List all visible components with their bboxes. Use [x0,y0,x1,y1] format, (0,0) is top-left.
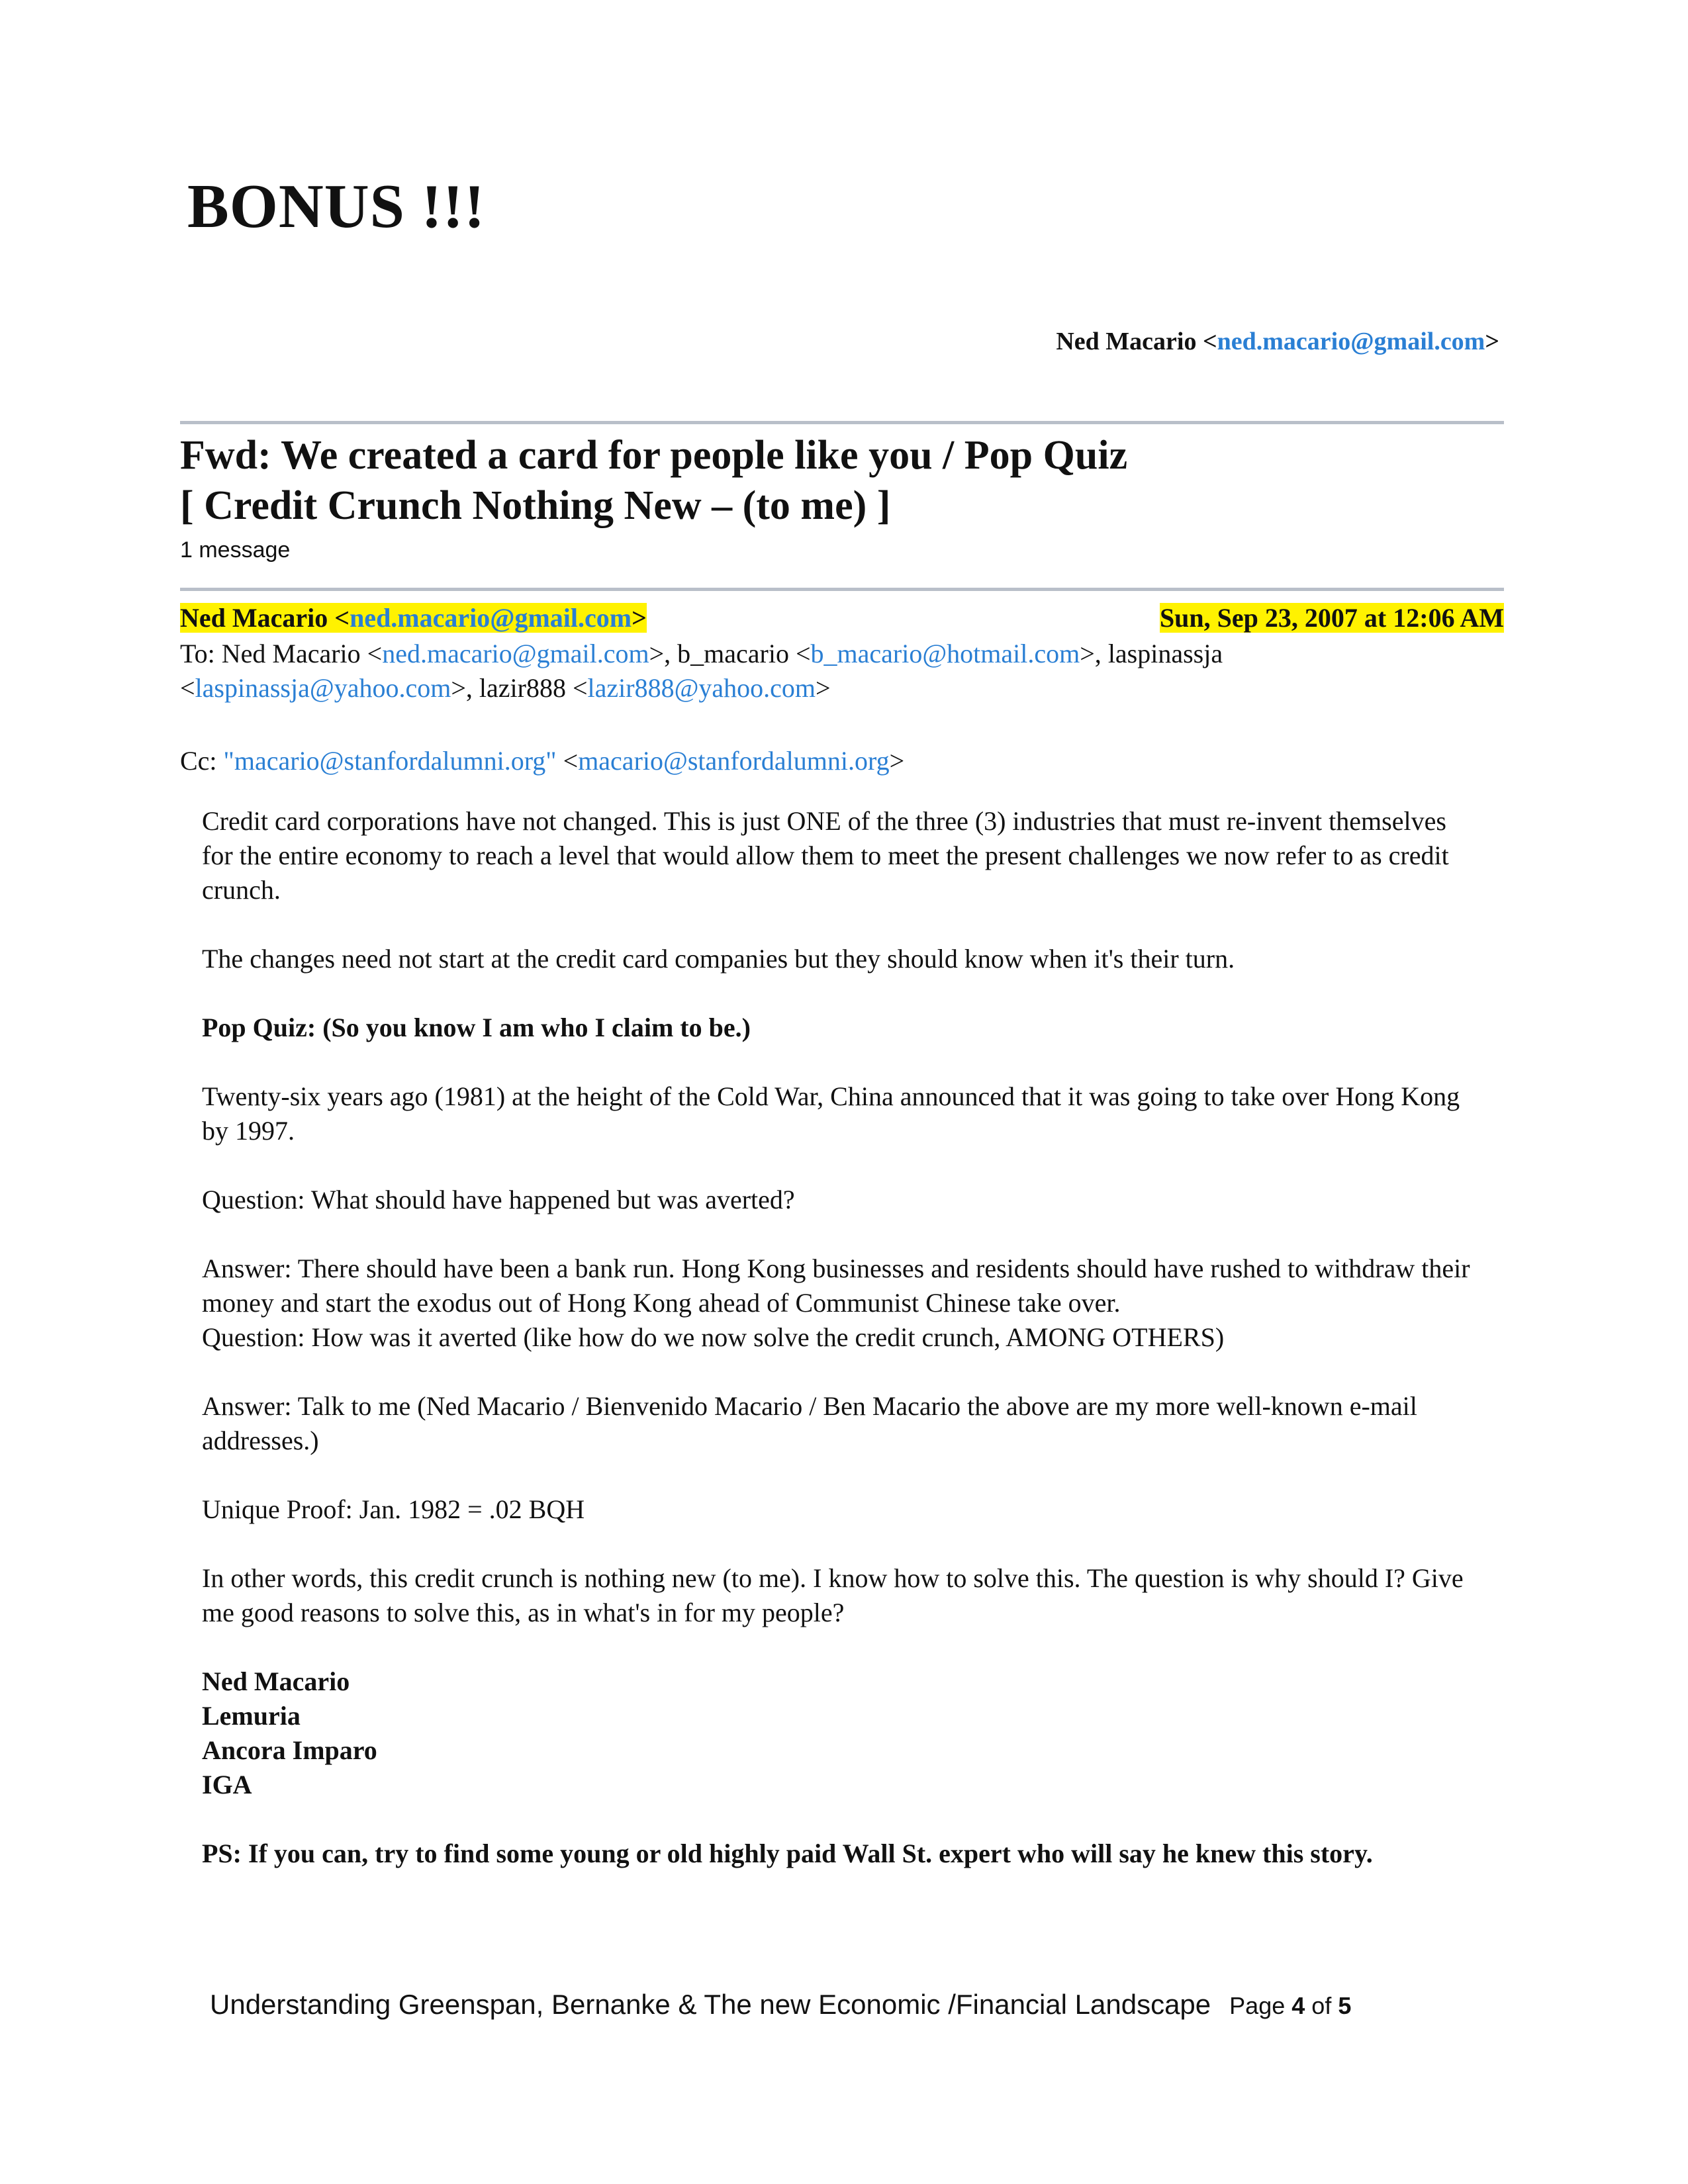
body-paragraph: The changes need not start at the credit card companies but they should know when it's their turn. [202,944,1235,974]
recipient-name: lazir888 [479,673,566,703]
postscript: PS: If you can, try to find some young or old highly paid Wall St. expert who will say he knew this story. [202,1839,1373,1868]
page-current: 4 [1291,1992,1305,2019]
to-line: To: Ned Macario <ned.macario@gmail.com>, b_macario <b_macario@hotmail.com>, laspinassja <laspinassja@yahoo.com>, lazir888 <lazir888@yahoo.com> [180,639,1223,703]
recipient-email-link[interactable]: ned.macario@gmail.com [382,639,649,668]
top-sender: Ned Macario <ned.macario@gmail.com> [1056,328,1499,355]
body-paragraph: Twenty-six years ago (1981) at the height of the Cold War, China announced that it was going to take over Hong Kong by 1997. [202,1081,1460,1146]
recipient-name: laspinassja [1107,639,1223,668]
body-paragraph: Credit card corporations have not changed. This is just ONE of the three (3) industries that must re-invent themselves for the entire economy to reach a level that would allow them to meet the present challenges we now refer to as credit crunch. [202,806,1449,905]
body-paragraph: Question: How was it averted (like how do we now solve the credit crunch, AMONG OTHERS) [202,1322,1225,1352]
cc-label: Cc: [180,746,217,776]
recipient-email-link[interactable]: laspinassja@yahoo.com [195,673,451,703]
email-body [202,804,1479,1905]
signature-line: Ancora Imparo [202,1735,377,1765]
recipient-name: Ned Macario [221,639,361,668]
body-paragraph: Unique Proof: Jan. 1982 = .02 BQH [202,1494,585,1524]
page-label: Page [1229,1992,1286,2019]
cc-email-link[interactable]: macario@stanfordalumni.org [578,746,890,776]
signature [202,1664,1479,1802]
signature-line: Lemuria [202,1701,301,1731]
page-number [1229,1992,1351,2019]
email-date [1160,602,1504,633]
footer-text: Understanding Greenspan, Bernanke & The new Economic /Financial Landscape [210,1989,1211,2020]
cc-line: Cc: "macario@stanfordalumni.org" <macario@stanfordalumni.org> [180,746,905,776]
from-email-link[interactable]: ned.macario@gmail.com [350,603,632,633]
recipient-name: b_macario [677,639,789,668]
message-count: 1 message [180,537,291,563]
page-footer [210,1989,1351,2021]
signature-line: IGA [202,1770,252,1799]
body-paragraph: Answer: Talk to me (Ned Macario / Bienvenido Macario / Ben Macario the above are my more well-known e-mail addresses.) [202,1391,1417,1455]
from-line: Ned Macario <ned.macario@gmail.com> [180,603,647,633]
body-paragraph: Answer: There should have been a bank run. Hong Kong businesses and residents should have rushed to withdraw their money and start the exodus out of Hong Kong ahead of Communist Chinese take over. [202,1253,1470,1318]
date-text: Sun, Sep 23, 2007 at 12:06 AM [1159,603,1504,633]
divider [180,421,1504,424]
signature-line: Ned Macario [202,1666,350,1696]
subject-line-2: [ Credit Crunch Nothing New – (to me) ] [180,483,891,528]
recipient-email-link[interactable]: lazir888@yahoo.com [587,673,816,703]
top-sender-name: Ned Macario [1056,328,1197,355]
page-of: of [1311,1992,1332,2019]
email-subject [180,430,1504,531]
pop-quiz-heading: Pop Quiz: (So you know I am who I claim to be.) [202,1013,751,1042]
page-total: 5 [1338,1992,1352,2019]
body-paragraph: In other words, this credit crunch is nothing new (to me). I know how to solve this. The question is why should I? Give me good reasons to solve this, as in what's in for my people? [202,1563,1464,1627]
recipient-email-link[interactable]: b_macario@hotmail.com [810,639,1080,668]
divider [180,588,1504,591]
top-sender-email-link[interactable]: ned.macario@gmail.com [1217,328,1485,355]
from-name: Ned Macario [180,603,328,633]
page-heading: BONUS !!! [187,172,486,241]
cc-quoted-link[interactable]: "macario@stanfordalumni.org" [223,746,557,776]
body-paragraph: Question: What should have happened but was averted? [202,1185,795,1214]
to-label: To: [180,639,215,668]
subject-line-1: Fwd: We created a card for people like you / Pop Quiz [180,433,1128,478]
